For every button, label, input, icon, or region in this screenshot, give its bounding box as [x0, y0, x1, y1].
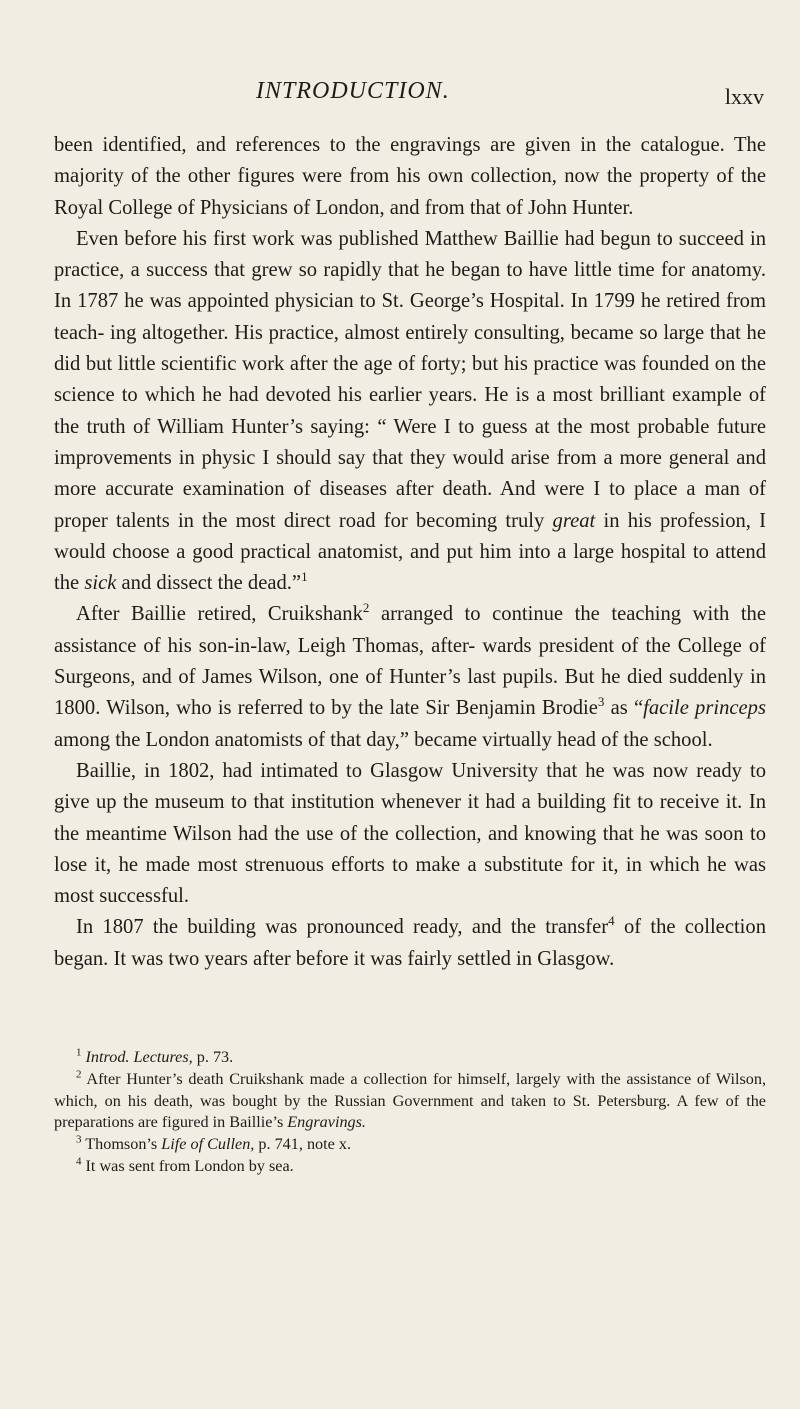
- footnote-ref-4: 4: [608, 913, 615, 929]
- footnote-3-text-b: p. 741, note x.: [258, 1135, 352, 1154]
- footnote-1-text: p. 73.: [196, 1048, 234, 1066]
- footnote-ref-3: 3: [597, 694, 605, 710]
- paragraph-2: [54, 224, 766, 600]
- footnote-2-mark: 2: [76, 1068, 82, 1081]
- footnote-ref-1: 1: [301, 569, 308, 585]
- footnote-4-text: It was sent from London by sea.: [85, 1156, 294, 1175]
- paragraph-1-text: been identified, and references to the engravings are given in the catalogue. The majority of the other figures were from his own collection, now the property of the Royal College of Physicians of London, and from that of John Hunter.: [54, 134, 766, 219]
- paragraph-1: [54, 130, 766, 224]
- footnote-3-mark: 3: [76, 1133, 82, 1146]
- paragraph-2-text-c: and dissect the dead.”: [121, 572, 302, 595]
- body-text: [54, 130, 766, 975]
- footnote-4: [54, 1156, 766, 1178]
- paragraph-2-text: Even before his first work was published Matthew Baillie had begun to succeed in practice, a success that grew so rapidly that he began to have little time for anatomy. In 1787 he was appointed physician to St. George’s Hospital. In 1799 he retired from teach- ing altogether. His practice, almost entirely consulting, became so large that he did but little scientific work after the age of forty; but his practice was founded on the science to which he had devoted his earlier years. He is a most brilliant example of the truth of William Hunter’s saying: “ Were I to guess at the most probable future improvements in physic I should say that they would arise from a more general and more accurate examination of diseases after death. And were I to place a man of proper talents in the most direct road for becoming truly: [54, 227, 766, 532]
- footnote-ref-2: 2: [362, 600, 370, 616]
- footnote-1-title: Introd. Lectures,: [85, 1048, 193, 1066]
- footnote-2-title: Engravings.: [287, 1113, 366, 1132]
- running-title: INTRODUCTION.: [256, 78, 450, 104]
- paragraph-3-text-a: After Baillie retired, Cruikshank: [76, 603, 363, 626]
- footnote-3-text-a: Thomson’s: [85, 1135, 158, 1154]
- paragraph-5-text-b: of the collection began. It was two years after before it was fairly settled in Glasgow.: [54, 916, 766, 970]
- paragraph-2-text-b: in his profession, I would choose a good practical anatomist, and put him into a large hospital to attend the: [54, 509, 767, 595]
- emphasis-facile-princeps: facile princeps: [643, 697, 766, 720]
- footnote-4-mark: 4: [76, 1155, 82, 1168]
- paragraph-4-text: Baillie, in 1802, had intimated to Glasgow University that he was now ready to give up the museum to that institution whenever it had a building fit to receive it. In the meantime Wilson had the use of the collection, and knowing that he was soon to lose it, he made most strenuous efforts to make a substitute for it, in which he was most successful.: [54, 759, 766, 908]
- footnote-3-title: Life of Cullen,: [161, 1135, 255, 1154]
- paragraph-3-text-c: as “: [610, 697, 644, 720]
- page-number: lxxv: [724, 84, 764, 109]
- emphasis-great: great: [552, 509, 596, 532]
- footnote-2: [54, 1069, 766, 1134]
- paragraph-4: [54, 756, 766, 912]
- footnote-1: [54, 1047, 766, 1069]
- footnote-1-mark: 1: [76, 1046, 82, 1059]
- paragraph-3-text-b: arranged to continue the teaching with the assistance of his son-in-law, Leigh Thomas, after- wards president of the College of Surgeons, and of James Wilson, one of Hunter’s last pupils. But he died suddenly in 1800. Wilson, who is referred to by the late Sir Benjamin Brodie: [54, 603, 766, 720]
- footnote-3: [54, 1134, 766, 1156]
- paragraph-5: [54, 912, 766, 975]
- footnote-2-text: After Hunter’s death Cruikshank made a collection for himself, largely with the assistance of Wilson, which, on his death, was bought by the Russian Government and taken to St. Petersburg. A few of the preparations are figured in Baillie’s: [54, 1069, 767, 1132]
- paragraph-3: [54, 599, 766, 755]
- paragraph-3-text-d: among the London anatomists of that day,” became virtually head of the school.: [54, 728, 713, 751]
- paragraph-5-text-a: In 1807 the building was pronounced ready, and the transfer: [76, 916, 609, 939]
- emphasis-sick: sick: [84, 572, 117, 595]
- footnotes: [54, 1047, 766, 1178]
- running-head: [28, 78, 764, 118]
